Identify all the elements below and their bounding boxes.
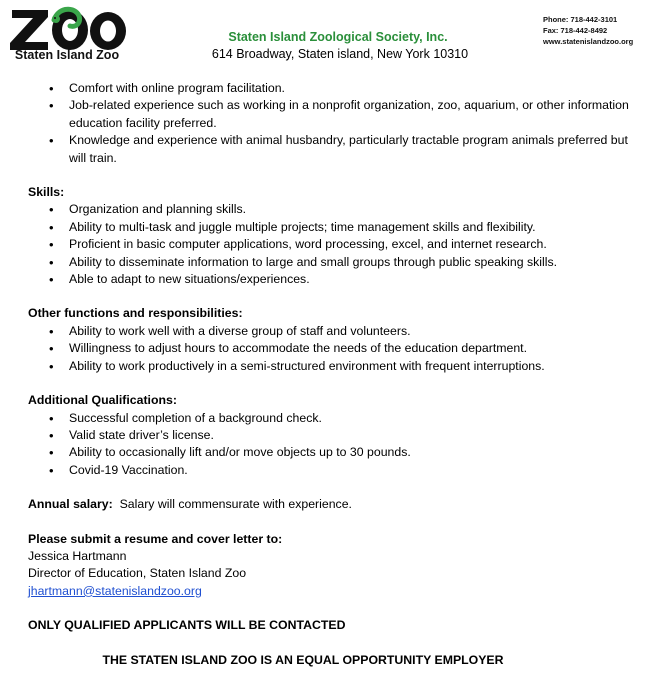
list-item: • Able to adapt to new situations/experiences. (28, 271, 648, 288)
contact-name: Jessica Hartmann (28, 548, 127, 563)
qualified-applicants-notice: ONLY QUALIFIED APPLICANTS WILL BE CONTACTED (28, 618, 346, 633)
skills-heading: Skills: (28, 185, 65, 200)
additional-qualifications-heading: Additional Qualifications: (28, 393, 177, 408)
logo-tagline: Staten Island Zoo (14, 48, 120, 62)
contact-email-link[interactable]: jhartmann@statenislandzoo.org (28, 583, 202, 598)
list-item: • Willingness to adjust hours to accommodate the needs of the education department. (28, 340, 648, 357)
org-address: 614 Broadway, Staten island, New York 10310 (211, 47, 469, 61)
phone-number: Phone: 718-442-3101 (543, 15, 618, 24)
additional-qualifications-list (28, 410, 648, 480)
other-functions-heading: Other functions and responsibilities: (28, 306, 243, 321)
org-name: Staten Island Zoological Society, Inc. (228, 30, 448, 44)
list-item: • Organization and planning skills. (28, 201, 648, 218)
salary-text: Salary will commensurate with experience. (119, 497, 352, 512)
intro-list (28, 80, 648, 167)
list-item: • Ability to multi-task and juggle multiple projects; time management skills and flexibility. (28, 219, 648, 236)
skills-list (28, 201, 648, 288)
zoo-logo-mark (8, 4, 130, 54)
list-item: • Ability to work well with a diverse group of staff and volunteers. (28, 323, 648, 340)
list-item: • Successful completion of a background check. (28, 410, 648, 427)
list-item: • Comfort with online program facilitation. (28, 80, 648, 97)
submit-heading: Please submit a resume and cover letter to: (28, 531, 283, 546)
list-item: • Proficient in basic computer applications, word processing, excel, and internet research. (28, 236, 648, 253)
fax-number: Fax: 718-442-8492 (543, 26, 608, 35)
letterhead (0, 0, 666, 74)
annual-salary (28, 496, 648, 513)
list-item: • Ability to occasionally lift and/or move objects up to 30 pounds. (28, 444, 648, 461)
job-posting-body (28, 80, 648, 669)
contact-title: Director of Education, Staten Island Zoo (28, 566, 247, 581)
list-item: • Knowledge and experience with animal husbandry, particularly tractable program animals preferred but will train. (28, 132, 648, 167)
list-item: • Ability to work productively in a semi-structured environment with frequent interruptions. (28, 358, 648, 375)
contact-block (543, 14, 661, 47)
salary-label: Annual salary: (28, 497, 113, 512)
list-item: • Job-related experience such as working in a nonprofit organization, zoo, aquarium, or other information education facility preferred. (28, 97, 648, 132)
equal-opportunity-statement: THE STATEN ISLAND ZOO IS AN EQUAL OPPORTUNITY EMPLOYER (102, 652, 504, 667)
other-functions-list (28, 323, 648, 375)
list-item: • Ability to disseminate information to large and small groups through public speaking skills. (28, 254, 648, 271)
list-item: • Covid-19 Vaccination. (28, 462, 648, 479)
list-item: • Valid state driver’s license. (28, 427, 648, 444)
website: www.statenislandzoo.org (543, 37, 634, 46)
